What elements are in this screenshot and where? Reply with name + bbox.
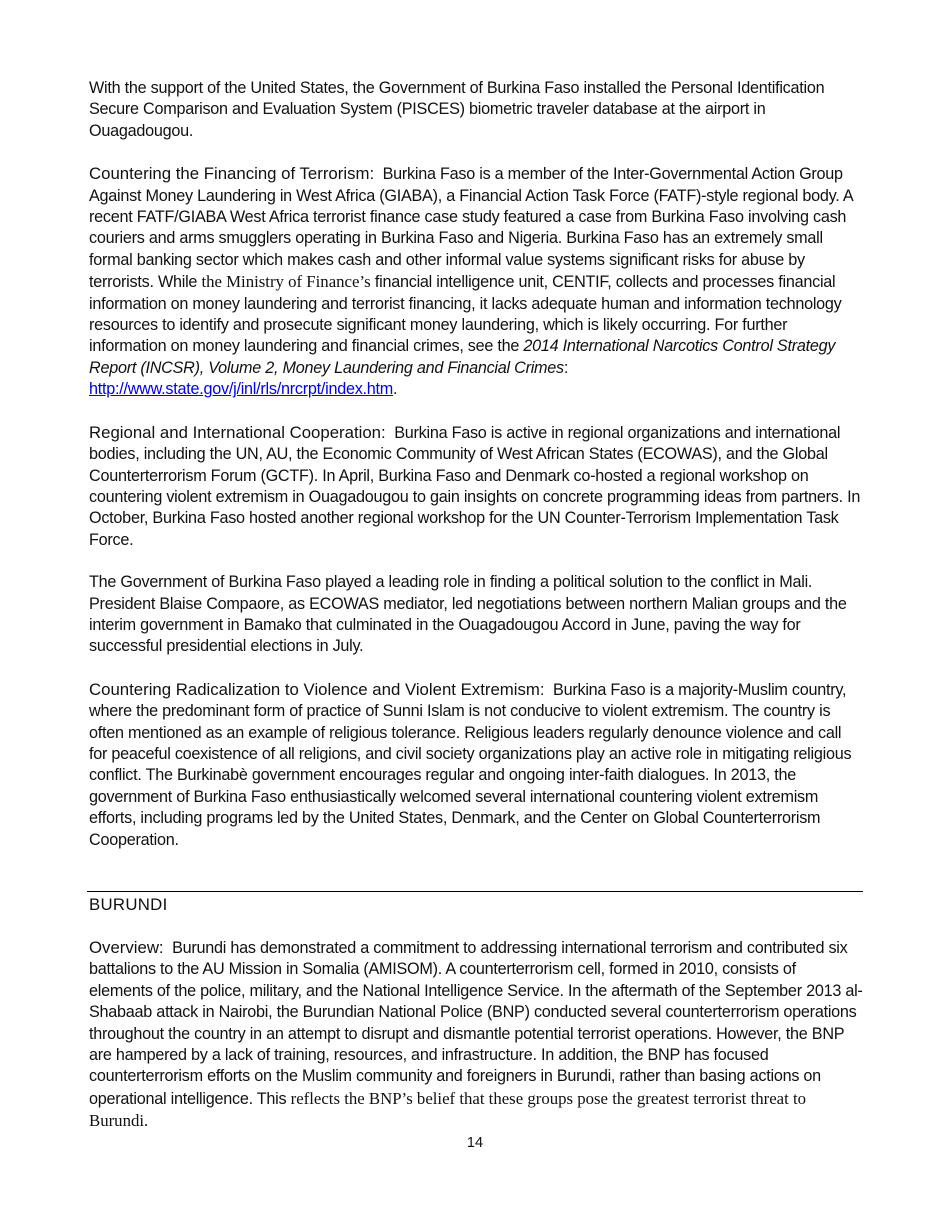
section-title-burundi: BURUNDI [89, 895, 168, 914]
pisces-paragraph: With the support of the United States, the Government of Burkina Faso installed the Personal Identification Secure Comparison and Evaluation System (PISCES) biometric traveler database at the airport in Ouagadougou. [89, 79, 825, 140]
nrcrpt-link[interactable]: http://www.state.gov/j/inl/rls/nrcrpt/index.htm [89, 380, 394, 399]
financing-text-2: financial intelligence unit, CENTIF, collects and processes financial information on money laundering and terrorist financing, it lacks adequate human and information technology resources to identify and prosecute significant money laundering, which is likely occurring. For further information on money laundering and financial crimes, see the [89, 273, 842, 356]
burundi-body [89, 937, 863, 1154]
regional-heading: Regional and International Cooperation: [89, 422, 386, 442]
link-period: . [393, 380, 398, 399]
page-body [89, 78, 863, 872]
overview-text: Burundi has demonstrated a commitment to addressing international terrorism and contributed six battalions to the AU Mission in Somalia (AMISOM). A counterterrorism cell, formed in 2010, consists of elements of the police, military, and the National Intelligence Service. In the aftermath of the September 2013 al-Shabaab attack in Nairobi, the Burundian National Police (BNP) conducted several counterterrorism operations throughout the country in an attempt to disrupt and dismantle potential terrorist operations. However, the BNP are hampered by a lack of training, resources, and infrastructure. In addition, the BNP has focused counterterrorism efforts on the Muslim community and foreigners in Burundi, rather than basing actions on operational intelligence. This [89, 939, 863, 1108]
radicalization-paragraph [89, 679, 863, 851]
radicalization-heading: Countering Radicalization to Violence and Violent Extremism: [89, 679, 545, 699]
overview-heading: Overview: [89, 938, 164, 957]
financing-text-serif: the Ministry of Finance’s [201, 272, 371, 292]
radicalization-text: Burkina Faso is a majority-Muslim country, where the predominant form of practice of Sunni Islam is not conducive to violent extremism. The country is often mentioned as an example of religious tolerance. Religious leaders regularly denounce violence and call for peaceful coexistence of all religions, and civil society organizations play an active role in mitigating religious conflict. The Burkinabè government encourages regular and ongoing inter-faith dialogues. In 2013, the government of Burkina Faso enthusiastically welcomed several international countering violent extremism efforts, including programs led by the United States, Denmark, and the Center on Global Counterterrorism Cooperation. [89, 680, 852, 849]
mali-paragraph: The Government of Burkina Faso played a leading role in finding a political solution to the conflict in Mali. President Blaise Compaore, as ECOWAS mediator, led negotiations between northern Malian groups and the interim government in Bamako that culminated in the Ouagadougou Accord in June, paving the way for successful presidential elections in July. [89, 573, 847, 656]
page-number: 14 [466, 1135, 484, 1151]
regional-text: Burkina Faso is active in regional organizations and international bodies, including the UN, AU, the Economic Community of West African States (ECOWAS), and the Global Counterterrorism Forum (GCTF). In April, Burkina Faso and Denmark co-hosted a regional workshop on countering violent extremism in Ouagadougou to gain insights on concrete programming ideas from partners. In October, Burkina Faso hosted another regional workshop for the UN Counter-Terrorism Implementation Task Force. [89, 423, 861, 549]
overview-paragraph [89, 937, 863, 1133]
report-colon: : [563, 358, 569, 377]
overview-text-serif: reflects the BNP’s belief that these groups pose the greatest terrorist threat to Burundi. [89, 1088, 807, 1131]
financing-paragraph [89, 163, 863, 400]
report-title: 2014 International Narcotics Control Strategy Report (INCSR), Volume 2, Money Laundering and Financial Crimes [89, 337, 836, 377]
regional-paragraph [89, 422, 863, 551]
financing-heading: Countering the Financing of Terrorism: [89, 164, 375, 184]
financing-text-1: Burkina Faso is a member of the Inter-Governmental Action Group Against Money Laundering in West Africa (GIABA), a Financial Action Task Force (FATF)-style regional body. A recent FATF/GIABA West Africa terrorist finance case study featured a case from Burkina Faso involving cash couriers and arms smugglers operating in Burkina Faso and Nigeria. Burkina Faso has an extremely small formal banking sector which makes cash and other informal value systems significant risks for abuse by terrorists. While [89, 165, 853, 292]
section-divider [87, 891, 863, 892]
